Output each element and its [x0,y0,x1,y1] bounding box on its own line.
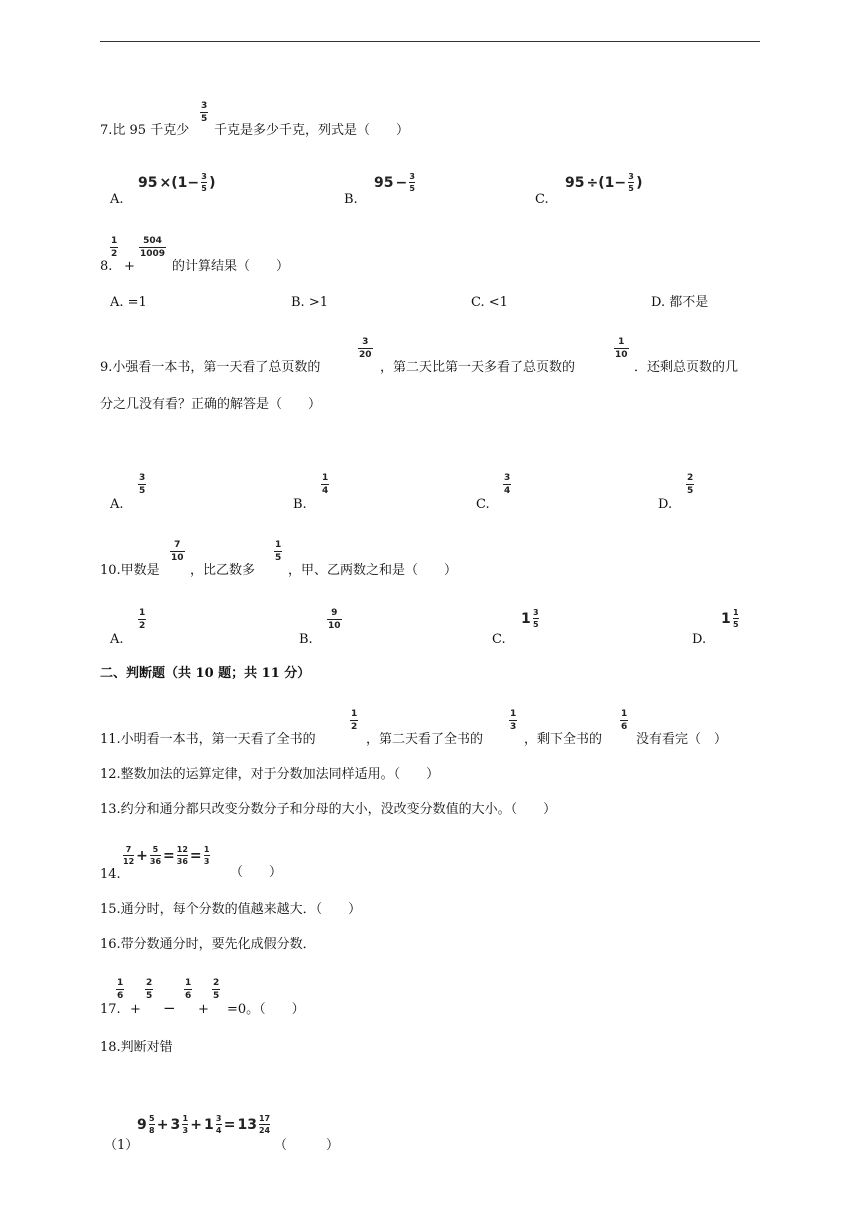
q17-fraction-4: 2 5 [213,978,220,1001]
q10-option-b-label[interactable]: B. [299,632,313,647]
q18-expression: 9 5 8 + 3 1 3 + 1 3 4 = 13 17 24 [137,1114,271,1135]
q10-text-b: ，比乙数多 [190,563,256,578]
q8-option-d[interactable]: D. 都不是 [651,295,709,310]
q14-answer-paren: （ ） [230,865,283,880]
q9-option-d-label[interactable]: D. [658,497,673,512]
q7-option-b-expression: 95 − 3 5 [374,172,415,193]
q9-fraction-1: 3 20 [359,337,372,360]
q11-text-c: ，剩下全书的 [524,732,603,747]
q14-expression: 7 12 + 5 36 = 12 36 = 1 3 [123,845,210,866]
q9-option-a-label[interactable]: A. [110,497,124,512]
q7-text-a: 7.比 95 千克少 [100,123,190,138]
q10-fraction-2: 1 5 [275,540,282,563]
q7-text-b: 千克是多少千克，列式是（ ） [214,123,410,138]
q11-fraction-2: 1 3 [510,709,517,732]
q18-answer-paren: （ ） [274,1138,340,1153]
q8-option-a[interactable]: A. =1 [110,295,147,310]
q17-tail: =0。（ ） [227,1002,305,1017]
q16-text: 16.带分数通分时，要先化成假分数． [100,937,316,952]
q8-option-b[interactable]: B. >1 [291,295,328,310]
q17-minus: − [163,999,176,1017]
q10-option-b-fraction: 9 10 [328,608,341,631]
q17-prefix: 17. [100,1002,121,1017]
q10-option-a-fraction: 1 2 [139,608,146,631]
q17-plus-2: + [198,1002,209,1017]
q9-option-b-label[interactable]: B. [293,497,307,512]
q10-option-c-label[interactable]: C. [492,632,506,647]
q8-option-c[interactable]: C. <1 [471,295,508,310]
section-2-title: 二、判断题（共 10 题；共 11 分） [100,666,311,681]
q7-fraction: 3 5 [201,101,208,124]
q11-text-d: 没有看完（ ） [636,732,728,747]
q7-option-c-expression: 95 ÷(1− 3 5 ) [565,172,643,193]
q12-text: 12.整数加法的运算定律，对于分数加法同样适用。（ ） [100,767,440,782]
q8-text: 的计算结果（ ） [172,259,290,274]
q9-text-b: ，第二天比第一天多看了总页数的 [380,360,576,375]
q14-prefix: 14. [100,867,121,882]
q7-option-a-label[interactable]: A. [110,192,124,207]
q17-fraction-1: 1 6 [117,978,124,1001]
q7-option-b-label[interactable]: B. [344,192,358,207]
q9-option-a-fraction: 3 5 [139,473,146,496]
q8-plus: + [124,259,135,274]
q10-text-c: ，甲、乙两数之和是（ ） [288,563,458,578]
q13-text: 13.约分和通分都只改变分数分子和分母的大小，没改变分数值的大小。（ ） [100,802,557,817]
q8-fraction-1: 1 2 [111,236,118,259]
q10-option-d-mixed-number: 1 1 5 [721,608,739,629]
q10-text-a: 10.甲数是 [100,563,160,578]
q9-text-a: 9.小强看一本书，第一天看了总页数的 [100,360,321,375]
q15-text: 15.通分时，每个分数的值越来越大．（ ） [100,902,362,917]
q18-sub-label: （1） [104,1138,139,1153]
q11-fraction-3: 1 6 [621,709,628,732]
q9-option-c-label[interactable]: C. [476,497,490,512]
q11-text-a: 11.小明看一本书，第一天看了全书的 [100,732,316,747]
q10-option-d-label[interactable]: D. [692,632,707,647]
q10-fraction-1: 7 10 [171,540,184,563]
q17-plus-1: + [130,1002,141,1017]
q8-fraction-2: 504 1009 [140,236,166,259]
q9-option-c-fraction: 3 4 [504,473,511,496]
q9-fraction-2: 1 10 [615,337,628,360]
q9-option-d-fraction: 2 5 [687,473,694,496]
q11-fraction-1: 1 2 [351,709,358,732]
q7-option-a-expression: 95 ×(1− 3 5 ) [138,172,216,193]
q18-text: 18.判断对错 [100,1040,173,1055]
header-rule [100,41,760,42]
q10-option-a-label[interactable]: A. [110,632,124,647]
q9-text-line2: 分之几没有看？正确的解答是（ ） [100,397,322,412]
q11-text-b: ，第二天看了全书的 [366,732,484,747]
q17-fraction-2: 2 5 [146,978,153,1001]
q9-option-b-fraction: 1 4 [322,473,329,496]
q9-text-c: ．还剩总页数的几 [634,360,739,375]
q7-option-c-label[interactable]: C. [535,192,549,207]
q10-option-c-mixed-number: 1 3 5 [521,608,539,629]
q17-fraction-3: 1 6 [185,978,192,1001]
q8-prefix: 8. [100,259,113,274]
